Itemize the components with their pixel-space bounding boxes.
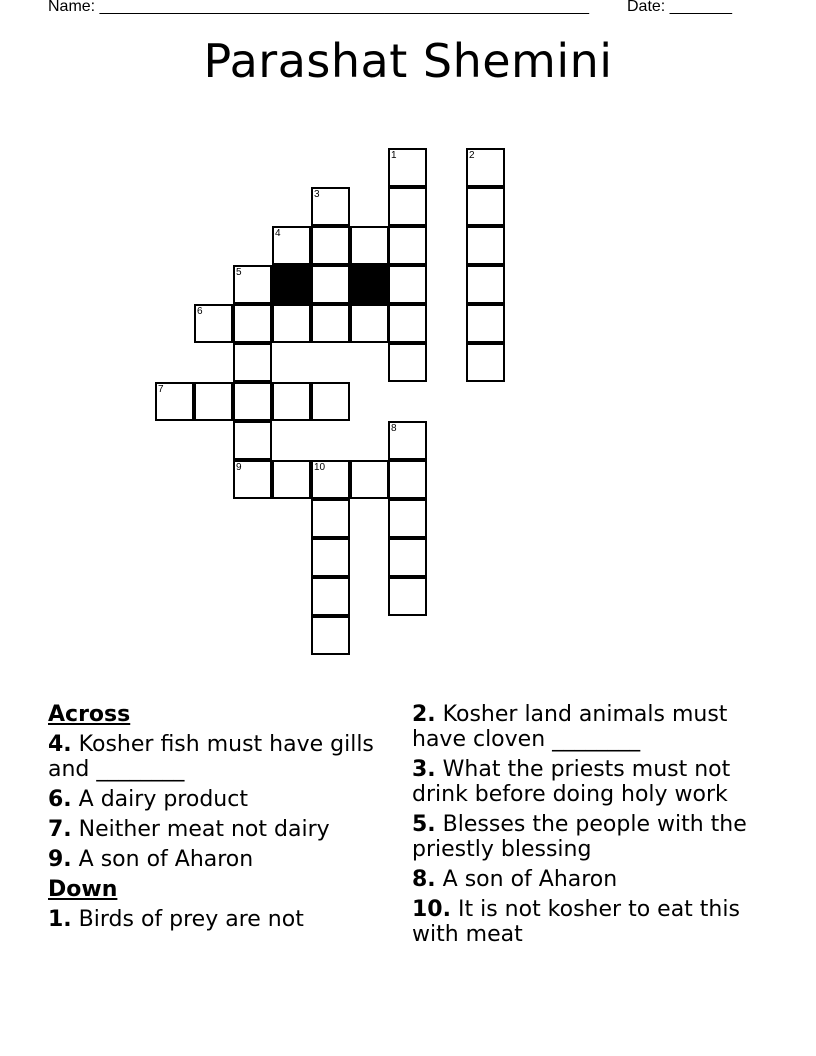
clue-num: 3. [412,757,436,782]
clue-number: 10 [314,462,326,473]
black-cell [350,265,389,304]
grid-cell[interactable] [233,343,272,382]
down-heading: Down [48,877,118,902]
grid-cell[interactable] [388,265,427,304]
clue-num: 5. [412,812,436,837]
clue-item [48,732,378,782]
clues-right-column [412,702,772,952]
grid-cell[interactable] [272,226,311,265]
grid-cell[interactable] [272,382,311,421]
clues-left-column [48,702,378,937]
grid-cell[interactable] [466,148,505,187]
grid-cell[interactable] [311,304,350,343]
grid-cell[interactable] [311,226,350,265]
date-field-label: Date: _______ [627,0,732,15]
grid-cell[interactable] [311,499,350,538]
name-field-label: Name: _______________________________________________________ [48,0,589,15]
clue-number: 7 [158,384,164,395]
grid-cell[interactable] [233,304,272,343]
clue-text: Kosher land animals must have cloven ________ [412,702,728,752]
grid-cell[interactable] [466,343,505,382]
clue-item [48,817,378,842]
clue-text: A son of Aharon [442,867,618,892]
grid-cell[interactable] [272,304,311,343]
grid-cell[interactable] [388,304,427,343]
grid-cell[interactable] [466,304,505,343]
grid-cell[interactable] [233,382,272,421]
grid-cell[interactable] [350,460,389,499]
clue-number: 9 [236,462,242,473]
clue-num: 2. [412,702,436,727]
grid-cell[interactable] [388,499,427,538]
grid-cell[interactable] [350,226,389,265]
clue-item [48,907,378,932]
clue-num: 10. [412,897,451,922]
grid-cell[interactable] [388,343,427,382]
clue-item [412,867,772,892]
grid-cell[interactable] [466,226,505,265]
grid-cell[interactable] [466,265,505,304]
grid-cell[interactable] [194,304,233,343]
grid-cell[interactable] [311,265,350,304]
clue-number: 6 [197,306,203,317]
clue-text: Kosher fish must have gills and ________ [48,732,374,782]
grid-cell[interactable] [311,187,350,226]
grid-cell[interactable] [155,382,194,421]
clue-item [412,897,772,947]
clue-num: 4. [48,732,72,757]
clue-item [48,787,378,812]
grid-cell[interactable] [233,421,272,460]
grid-cell[interactable] [194,382,233,421]
clue-num: 8. [412,867,436,892]
grid-cell[interactable] [233,265,272,304]
clue-num: 9. [48,847,72,872]
clue-number: 5 [236,267,242,278]
grid-cell[interactable] [388,421,427,460]
clue-number: 1 [391,150,397,161]
grid-cell[interactable] [272,460,311,499]
grid-cell[interactable] [350,304,389,343]
grid-cell[interactable] [311,460,350,499]
clue-text: Birds of prey are not [78,907,304,932]
grid-cell[interactable] [311,616,350,655]
grid-cell[interactable] [311,382,350,421]
clue-text: What the priests must not drink before doing holy work [412,757,731,807]
clue-item [412,702,772,752]
clue-number: 3 [314,189,320,200]
grid-cell[interactable] [388,148,427,187]
clue-number: 8 [391,423,397,434]
page-title: Parashat Shemini [203,34,613,88]
clue-num: 1. [48,907,72,932]
grid-cell[interactable] [388,538,427,577]
clue-item [412,812,772,862]
clue-text: Blesses the people with the priestly blessing [412,812,747,862]
grid-cell[interactable] [466,187,505,226]
grid-cell[interactable] [388,577,427,616]
clue-item [412,757,772,807]
across-heading: Across [48,702,131,727]
grid-cell[interactable] [388,187,427,226]
clue-text: A son of Aharon [78,847,254,872]
clue-text: A dairy product [78,787,248,812]
grid-cell[interactable] [311,538,350,577]
grid-cell[interactable] [233,460,272,499]
grid-cell[interactable] [311,577,350,616]
clue-num: 6. [48,787,72,812]
black-cell [272,265,311,304]
grid-cell[interactable] [388,460,427,499]
clue-text: Neither meat not dairy [78,817,330,842]
clue-number: 2 [469,150,475,161]
grid-cell[interactable] [388,226,427,265]
clue-number: 4 [275,228,281,239]
clue-text: It is not kosher to eat this with meat [412,897,740,947]
clue-num: 7. [48,817,72,842]
clue-item [48,847,378,872]
